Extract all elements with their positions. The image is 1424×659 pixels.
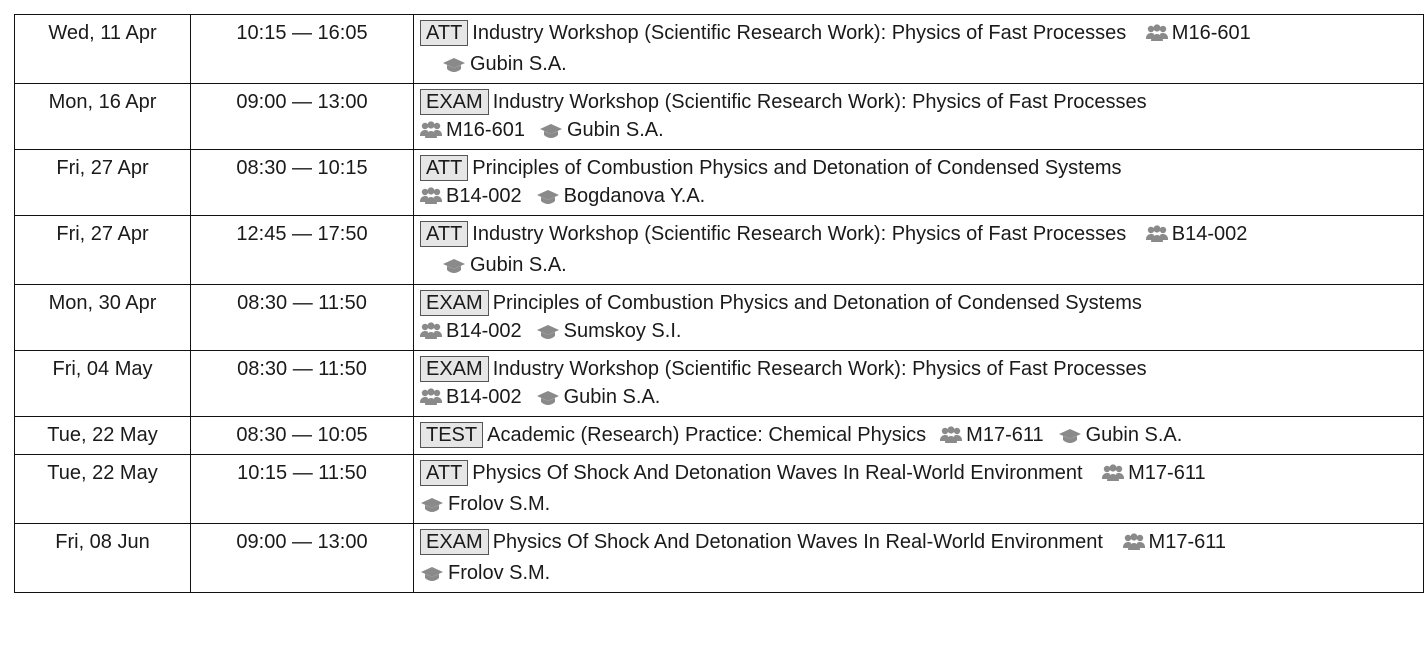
graduation-cap-icon bbox=[536, 185, 560, 213]
date-cell: Fri, 04 May bbox=[15, 351, 191, 417]
subject-text: Physics Of Shock And Detonation Waves In Real-World Environment bbox=[492, 531, 1103, 553]
subject-text: Industry Workshop (Scientific Research Work): Physics of Fast Processes bbox=[472, 223, 1127, 245]
table-row bbox=[15, 285, 1424, 351]
table-row bbox=[15, 417, 1424, 455]
teacher-link[interactable]: Frolov S.M. bbox=[448, 562, 551, 584]
teacher-link[interactable]: Sumskoy S.I. bbox=[563, 320, 682, 342]
users-group-icon bbox=[940, 424, 962, 452]
teacher-link[interactable]: Frolov S.M. bbox=[448, 493, 551, 515]
date-cell: Fri, 27 Apr bbox=[15, 150, 191, 216]
table-row bbox=[15, 150, 1424, 216]
time-cell: 10:15 — 11:50 bbox=[191, 455, 414, 524]
table-row bbox=[15, 524, 1424, 593]
event-cell bbox=[414, 351, 1424, 417]
subject-text: Industry Workshop (Scientific Research Work): Physics of Fast Processes bbox=[492, 358, 1147, 380]
time-cell: 08:30 — 11:50 bbox=[191, 351, 414, 417]
time-cell: 09:00 — 13:00 bbox=[191, 524, 414, 593]
room-link[interactable]: M16-601 bbox=[446, 119, 525, 141]
table-row bbox=[15, 351, 1424, 417]
subject-text: Industry Workshop (Scientific Research Work): Physics of Fast Processes bbox=[492, 91, 1147, 113]
users-group-icon bbox=[1123, 531, 1145, 559]
event-type-badge: ATT bbox=[420, 221, 468, 247]
event-type-badge: EXAM bbox=[420, 290, 489, 316]
room-link[interactable]: M17-611 bbox=[1128, 462, 1206, 484]
teacher-link[interactable]: Bogdanova Y.A. bbox=[563, 185, 706, 207]
users-group-icon bbox=[420, 185, 442, 213]
event-cell bbox=[414, 84, 1424, 150]
time-cell: 12:45 — 17:50 bbox=[191, 216, 414, 285]
event-type-badge: ATT bbox=[420, 460, 468, 486]
users-group-icon bbox=[420, 386, 442, 414]
event-type-badge: ATT bbox=[420, 20, 468, 46]
time-cell: 10:15 — 16:05 bbox=[191, 15, 414, 84]
table-row bbox=[15, 15, 1424, 84]
graduation-cap-icon bbox=[539, 119, 563, 147]
room-link[interactable]: M16-601 bbox=[1171, 22, 1251, 44]
time-cell: 09:00 — 13:00 bbox=[191, 84, 414, 150]
schedule-table bbox=[14, 14, 1424, 593]
subject-text: Academic (Research) Practice: Chemical Physics bbox=[487, 424, 927, 446]
event-cell bbox=[414, 150, 1424, 216]
users-group-icon bbox=[420, 320, 442, 348]
graduation-cap-icon bbox=[442, 254, 466, 282]
event-type-badge: EXAM bbox=[420, 89, 489, 115]
graduation-cap-icon bbox=[420, 562, 444, 590]
room-link[interactable]: B14-002 bbox=[446, 320, 522, 342]
event-type-badge: EXAM bbox=[420, 529, 489, 555]
teacher-link[interactable]: Gubin S.A. bbox=[563, 386, 661, 408]
room-link[interactable]: M17-611 bbox=[966, 424, 1044, 446]
date-cell: Fri, 27 Apr bbox=[15, 216, 191, 285]
event-cell bbox=[414, 15, 1424, 84]
teacher-link[interactable]: Gubin S.A. bbox=[470, 53, 567, 75]
subject-text: Principles of Combustion Physics and Detonation of Condensed Systems bbox=[472, 157, 1122, 179]
time-cell: 08:30 — 10:15 bbox=[191, 150, 414, 216]
event-cell bbox=[414, 417, 1424, 455]
event-cell bbox=[414, 285, 1424, 351]
room-link[interactable]: B14-002 bbox=[446, 185, 522, 207]
teacher-link[interactable]: Gubin S.A. bbox=[470, 254, 567, 276]
graduation-cap-icon bbox=[442, 53, 466, 81]
room-link[interactable]: B14-002 bbox=[446, 386, 522, 408]
teacher-link[interactable]: Gubin S.A. bbox=[1085, 424, 1183, 446]
event-type-badge: EXAM bbox=[420, 356, 489, 382]
event-cell bbox=[414, 455, 1424, 524]
subject-text: Principles of Combustion Physics and Detonation of Condensed Systems bbox=[492, 292, 1142, 314]
graduation-cap-icon bbox=[420, 493, 444, 521]
date-cell: Mon, 16 Apr bbox=[15, 84, 191, 150]
event-type-badge: ATT bbox=[420, 155, 468, 181]
graduation-cap-icon bbox=[536, 320, 560, 348]
event-cell bbox=[414, 524, 1424, 593]
date-cell: Fri, 08 Jun bbox=[15, 524, 191, 593]
event-cell bbox=[414, 216, 1424, 285]
room-link[interactable]: B14-002 bbox=[1171, 223, 1248, 245]
table-row bbox=[15, 455, 1424, 524]
date-cell: Tue, 22 May bbox=[15, 417, 191, 455]
room-link[interactable]: M17-611 bbox=[1148, 531, 1226, 553]
subject-text: Physics Of Shock And Detonation Waves In Real-World Environment bbox=[472, 462, 1083, 484]
graduation-cap-icon bbox=[1058, 424, 1082, 452]
event-type-badge: TEST bbox=[420, 422, 483, 448]
graduation-cap-icon bbox=[536, 386, 560, 414]
table-row bbox=[15, 216, 1424, 285]
users-group-icon bbox=[1102, 462, 1124, 490]
table-row bbox=[15, 84, 1424, 150]
subject-text: Industry Workshop (Scientific Research Work): Physics of Fast Processes bbox=[472, 22, 1127, 44]
time-cell: 08:30 — 11:50 bbox=[191, 285, 414, 351]
time-cell: 08:30 — 10:05 bbox=[191, 417, 414, 455]
date-cell: Mon, 30 Apr bbox=[15, 285, 191, 351]
teacher-link[interactable]: Gubin S.A. bbox=[566, 119, 664, 141]
users-group-icon bbox=[1146, 223, 1168, 251]
users-group-icon bbox=[420, 119, 442, 147]
date-cell: Tue, 22 May bbox=[15, 455, 191, 524]
users-group-icon bbox=[1146, 22, 1168, 50]
date-cell: Wed, 11 Apr bbox=[15, 15, 191, 84]
